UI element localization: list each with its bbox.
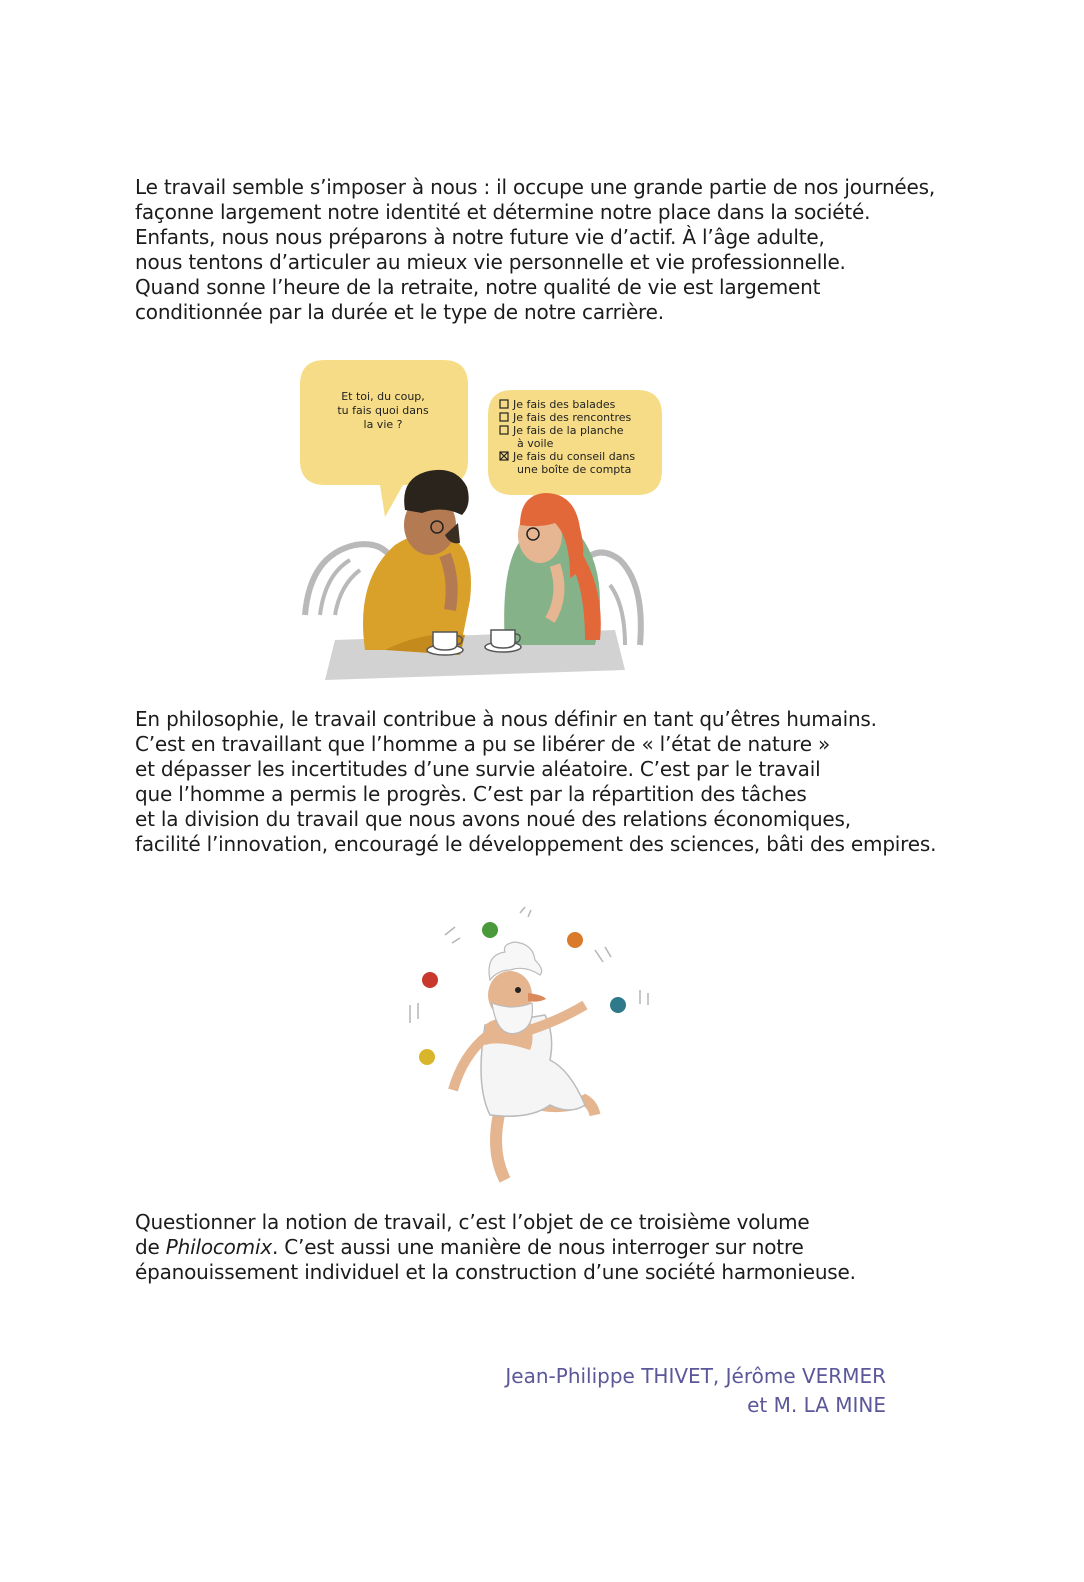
coffee-cup-icon [427,632,463,655]
juggler-philosopher-illustration [400,895,660,1195]
cafe-illustration [295,350,675,680]
intro-line: façonne largement notre identité et détermine notre place dans la société. [135,200,871,224]
intro-line: conditionnée par la durée et le type de notre carrière. [135,300,664,324]
bubble-left-line: Et toi, du coup, [341,390,425,403]
philosophy-paragraph [135,707,965,857]
option-label: à voile [517,437,554,450]
juggling-ball-icon [482,922,498,938]
coffee-cup-icon [485,630,521,652]
intro-paragraph [135,175,965,325]
option-label: Je fais des balades [513,398,616,411]
man-figure [363,470,471,655]
philosophy-line: et la division du travail que nous avons noué des relations économiques, [135,807,851,831]
conclusion-line [135,1235,965,1260]
conclusion-paragraph [135,1210,965,1285]
option-label: Je fais du conseil dans [513,450,636,463]
authors-signature [505,1362,886,1420]
philosophy-line: facilité l’innovation, encouragé le développement des sciences, bâti des empires. [135,832,937,856]
conclusion-suffix: . C’est aussi une manière de nous interroger sur notre [271,1235,804,1259]
intro-line: nous tentons d’articuler au mieux vie personnelle et vie professionnelle. [135,250,846,274]
juggling-ball-icon [610,997,626,1013]
bubble-left-line: la vie ? [363,418,403,431]
book-title: Philocomix [165,1235,272,1259]
conclusion-line: épanouissement individuel et la construction d’une société harmonieuse. [135,1260,856,1284]
intro-line: Enfants, nous nous préparons à notre future vie d’actif. À l’âge adulte, [135,225,825,249]
signature-line: Jean-Philippe THIVET, Jérôme VERMER [505,1364,886,1388]
signature-line: et M. LA MINE [747,1393,886,1417]
conclusion-prefix: de [135,1235,166,1259]
philosophy-line: et dépasser les incertitudes d’une survie aléatoire. C’est par le travail [135,757,821,781]
conclusion-line: Questionner la notion de travail, c’est l’objet de ce troisième volume [135,1210,810,1234]
juggling-ball-icon [567,932,583,948]
philosophy-line: En philosophie, le travail contribue à nous définir en tant qu’êtres humains. [135,707,877,731]
intro-line: Le travail semble s’imposer à nous : il occupe une grande partie de nos journées, [135,175,936,199]
bubble-left-line: tu fais quoi dans [337,404,429,417]
intro-line: Quand sonne l’heure de la retraite, notre qualité de vie est largement [135,275,821,299]
woman-figure [504,493,601,645]
philosophy-line: que l’homme a permis le progrès. C’est par la répartition des tâches [135,782,807,806]
speech-bubble-right [488,390,662,517]
philosopher-figure [453,942,595,1180]
option-label: Je fais de la planche [513,424,624,437]
philosophy-line: C’est en travaillant que l’homme a pu se libérer de « l’état de nature » [135,732,831,756]
option-label: une boîte de compta [517,463,632,476]
option-label: Je fais des rencontres [513,411,632,424]
juggling-ball-icon [422,972,438,988]
juggling-ball-icon [419,1049,435,1065]
